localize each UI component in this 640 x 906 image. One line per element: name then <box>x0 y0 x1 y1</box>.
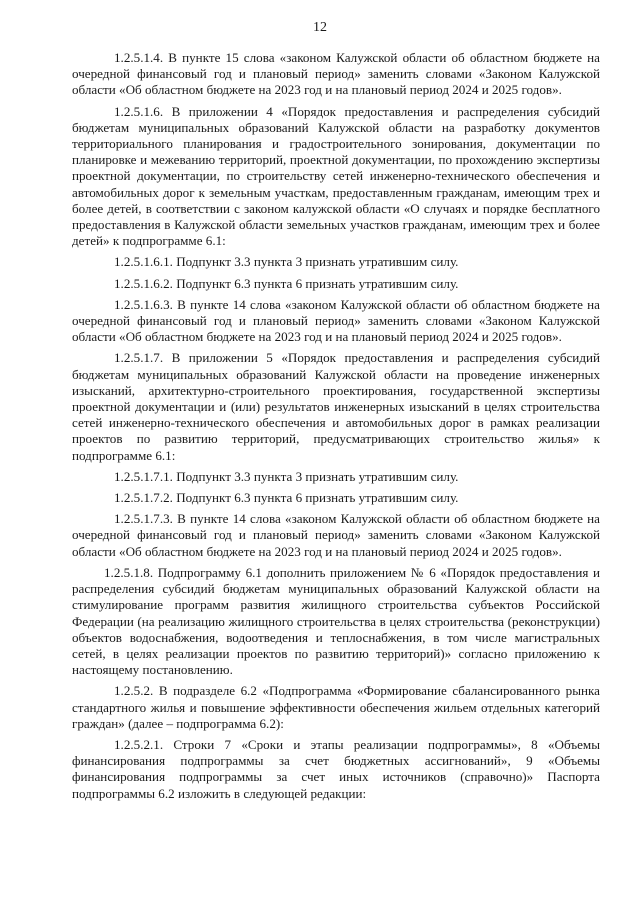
paragraph-1-2-5-1-7-1: 1.2.5.1.7.1. Подпункт 3.3 пункта 3 признать утратившим силу. <box>114 468 459 484</box>
paragraph-1-2-5-1-8: 1.2.5.1.8. Подпрограмму 6.1 дополнить приложением № 6 «Порядок предоставления и распределения субсидий бюджетам муниципальных образований Калужской области на стимулирование программ развития жилищного строительства субъектов Российской Федерации (на реализацию жилищного строительства в целях строительства (реконструкции) объектов водоснабжения, водоотведения и теплоснабжения, в том числе магистральных сетей, в целях реализации проектов по развитию территорий)» согласно приложению к настоящему постановлению. <box>72 564 600 678</box>
paragraph-1-2-5-1-6-1: 1.2.5.1.6.1. Подпункт 3.3 пункта 3 признать утратившим силу. <box>114 254 459 270</box>
paragraph-1-2-5-2: 1.2.5.2. В подразделе 6.2 «Подпрограмма «Формирование сбалансированного рынка стандартного жилья и повышение эффективности обеспечения жильем отдельных категорий граждан» (далее – подпрограмма 6.2): <box>72 683 600 731</box>
paragraph-1-2-5-2-1: 1.2.5.2.1. Строки 7 «Сроки и этапы реализации подпрограммы», 8 «Объемы финансирования подпрограммы за счет бюджетных ассигнований», 9 «Объемы финансирования подпрограммы за счет иных источников (справочно)» Паспорта подпрограммы 6.2 изложить в следующей редакции: <box>72 736 600 801</box>
paragraph-1-2-5-1-7-3: 1.2.5.1.7.3. В пункте 14 слова «законом Калужской области об областном бюджете на очередной финансовый год и плановый период» заменить словами «Законом Калужской области «Об областном бюджете на 2023 год и на плановый период 2024 и 2025 годов». <box>72 511 600 559</box>
document-body <box>72 50 600 807</box>
paragraph-1-2-5-1-6: 1.2.5.1.6. В приложении 4 «Порядок предоставления и распределения субсидий бюджетам муниципальных образований Калужской области на разработку документов территориального планирования и градостроительного зонирования, документации по планировке и межеванию территорий, проектной документации, по прохождению экспертизы проектной документации, по строительству сетей инженерно-технического обеспечения и автомобильных дорог к земельным участкам, предоставленным гражданам, имеющим трех и более детей, в соответствии с законом калужской области «О случаях и порядке бесплатного предоставления в Калужской области земельных участков гражданам, имеющим трех и более детей» к подпрограмме 6.1: <box>72 103 600 249</box>
paragraph-1-2-5-1-4: 1.2.5.1.4. В пункте 15 слова «законом Калужской области об областном бюджете на очередной финансовый год и плановый период» заменить словами «Законом Калужской области «Об областном бюджете на 2023 год и на плановый период 2024 и 2025 годов». <box>72 50 600 98</box>
paragraph-1-2-5-1-7-2: 1.2.5.1.7.2. Подпункт 6.3 пункта 6 признать утратившим силу. <box>114 490 459 506</box>
paragraph-1-2-5-1-6-3: 1.2.5.1.6.3. В пункте 14 слова «законом Калужской области об областном бюджете на очередной финансовый год и плановый период» заменить словами «Законом Калужской области «Об областном бюджете на 2023 год и на плановый период 2024 и 2025 годов». <box>72 296 600 345</box>
paragraph-1-2-5-1-7: 1.2.5.1.7. В приложении 5 «Порядок предоставления и распределения субсидий бюджетам муниципальных образований Калужской области на проведение инженерных изысканий, архитектурно-строительного проектирования, государственной экспертизы проектной документации и (или) результатов инженерных изысканий в целях строительства сетей инженерно-технического обеспечения и автомобильных дорог в рамках реализации проектов по развитию территорий, предусматривающих строительство жилья» к подпрограмме 6.1: <box>72 350 600 463</box>
page-number: 12 <box>313 20 327 35</box>
paragraph-1-2-5-1-6-2: 1.2.5.1.6.2. Подпункт 6.3 пункта 6 признать утратившим силу. <box>114 275 459 291</box>
